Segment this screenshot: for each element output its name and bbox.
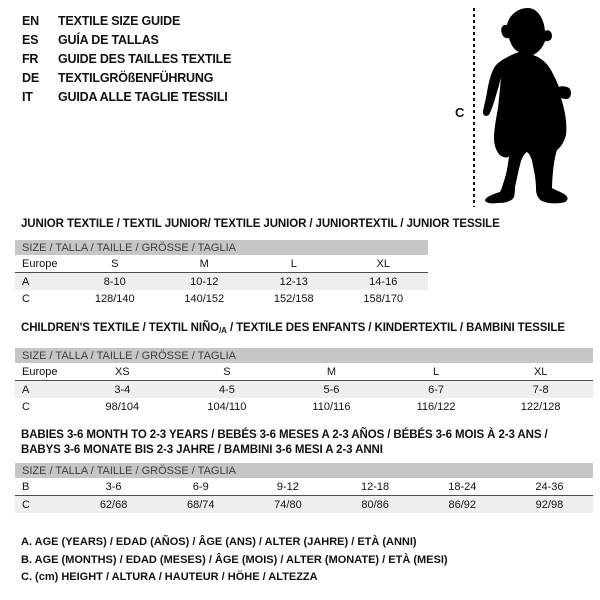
age-cell: 14-16 — [369, 275, 398, 288]
language-code: IT — [22, 89, 33, 104]
age-cell: 6-7 — [428, 383, 445, 396]
row-label: B — [22, 480, 30, 493]
table-row — [15, 381, 593, 398]
row-label: Europe — [22, 365, 58, 378]
height-cell: 74/80 — [274, 498, 302, 511]
language-title: TEXTILE SIZE GUIDE — [58, 13, 181, 28]
age-cell: 3-6 — [105, 480, 122, 493]
age-cell: 9-12 — [276, 480, 299, 493]
age-cell: 7-8 — [532, 383, 549, 396]
language-code: FR — [22, 51, 39, 66]
language-code: DE — [22, 70, 39, 85]
title-subscript: /A — [219, 326, 227, 335]
size-cell: XS — [114, 365, 130, 378]
height-cell: 86/92 — [448, 498, 477, 511]
language-title-list — [22, 11, 231, 106]
height-cell: 62/68 — [99, 498, 128, 511]
table-row — [15, 478, 593, 496]
size-cell: S — [111, 257, 119, 270]
size-cell: L — [433, 365, 440, 378]
size-cell: M — [199, 257, 209, 270]
size-cell: L — [290, 257, 297, 270]
babies-textile-title — [21, 428, 548, 458]
row-label: C — [22, 400, 30, 413]
age-cell: 10-12 — [190, 275, 219, 288]
height-cell: 116/122 — [416, 400, 456, 413]
age-cell: 24-36 — [535, 480, 564, 493]
footnotes — [21, 534, 448, 587]
age-cell: 4-5 — [218, 383, 235, 396]
childrens-textile-title — [21, 321, 565, 336]
childrens-textile-table — [15, 348, 593, 415]
table-row — [15, 255, 428, 273]
height-cell: 128/140 — [94, 292, 135, 305]
height-cell: 152/158 — [273, 292, 314, 305]
language-title: GUIDE DES TAILLES TEXTILE — [58, 51, 232, 66]
language-title: GUIDA ALLE TAGLIE TESSILI — [58, 89, 228, 104]
size-cell: S — [223, 365, 231, 378]
height-cell: 140/152 — [184, 292, 225, 305]
row-label: A — [22, 383, 30, 396]
height-measure-label: C — [455, 105, 465, 120]
language-row-es — [22, 30, 231, 49]
size-cell: XL — [376, 257, 390, 270]
table-row — [15, 398, 593, 415]
baby-silhouette-image — [481, 4, 581, 207]
age-cell: 3-4 — [114, 383, 131, 396]
language-row-de — [22, 68, 231, 87]
table-row — [15, 363, 593, 381]
size-header-bar: SIZE / TALLA / TAILLE / GRÖSSE / TAGLIA — [15, 463, 593, 478]
footnote-a: A. AGE (YEARS) / EDAD (AÑOS) / ÂGE (ANS) / ALTER (JAHRE) / ETÀ (ANNI) — [21, 536, 417, 548]
title-line-2: BABYS 3-6 MONATE BIS 2-3 JAHRE / BAMBINI 3-6 MESI A 2-3 ANNI — [21, 444, 383, 456]
language-row-it — [22, 87, 231, 106]
language-code: ES — [22, 32, 39, 47]
height-cell: 92/98 — [535, 498, 564, 511]
row-label: A — [22, 275, 30, 288]
language-row-fr — [22, 49, 231, 68]
size-cell: M — [326, 365, 337, 378]
size-cell: XL — [533, 365, 548, 378]
height-cell: 122/128 — [520, 400, 561, 413]
babies-textile-table — [15, 463, 593, 513]
row-label: Europe — [22, 257, 58, 270]
age-cell: 8-10 — [103, 275, 126, 288]
footnote-b: B. AGE (MONTHS) / EDAD (MESES) / ÂGE (MOIS) / ALTER (MONATE) / ETÀ (MESI) — [21, 553, 448, 566]
row-label: C — [22, 292, 30, 305]
age-cell: 12-18 — [361, 480, 390, 493]
table-row — [15, 273, 428, 290]
height-cell: 80/86 — [361, 498, 389, 511]
language-row-en — [22, 11, 231, 30]
height-cell: 104/110 — [207, 400, 247, 413]
height-cell: 158/170 — [363, 292, 404, 305]
table-row — [15, 496, 593, 513]
age-cell: 6-9 — [192, 480, 209, 493]
junior-textile-table — [15, 240, 428, 307]
age-cell: 5-6 — [323, 383, 340, 396]
size-header-bar: SIZE / TALLA / TAILLE / GRÖSSE / TAGLIA — [15, 240, 428, 255]
height-dashed-line — [473, 8, 475, 207]
title-line-1: BABIES 3-6 MONTH TO 2-3 YEARS / BEBÉS 3-6 MESES A 2-3 AÑOS / BÉBÉS 3-6 MOIS À 2-3 ANS / — [21, 429, 548, 441]
table-row — [15, 290, 428, 307]
language-title: GUÍA DE TALLAS — [58, 32, 159, 47]
junior-textile-title: JUNIOR TEXTILE / TEXTIL JUNIOR/ TEXTILE JUNIOR / JUNIORTEXTIL / JUNIOR TESSILE — [21, 218, 500, 230]
title-text: / TEXTILE DES ENFANTS / KINDERTEXTIL / BAMBINI TESSILE — [226, 322, 565, 334]
title-text: CHILDREN'S TEXTILE / TEXTIL NIÑO — [21, 322, 220, 334]
footnote-c: C. (cm) HEIGHT / ALTURA / HAUTEUR / HÖHE / ALTEZZA — [21, 571, 318, 583]
language-title: TEXTILGRÖßENFÜHRUNG — [58, 70, 214, 85]
height-cell: 98/104 — [105, 400, 140, 413]
row-label: C — [22, 498, 30, 511]
height-cell: 68/74 — [186, 498, 215, 511]
age-cell: 18-24 — [448, 480, 477, 493]
height-cell: 110/116 — [312, 400, 351, 413]
size-header-bar: SIZE / TALLA / TAILLE / GRÖSSE / TAGLIA — [15, 348, 593, 363]
age-cell: 12-13 — [279, 275, 308, 288]
language-code: EN — [22, 13, 39, 28]
